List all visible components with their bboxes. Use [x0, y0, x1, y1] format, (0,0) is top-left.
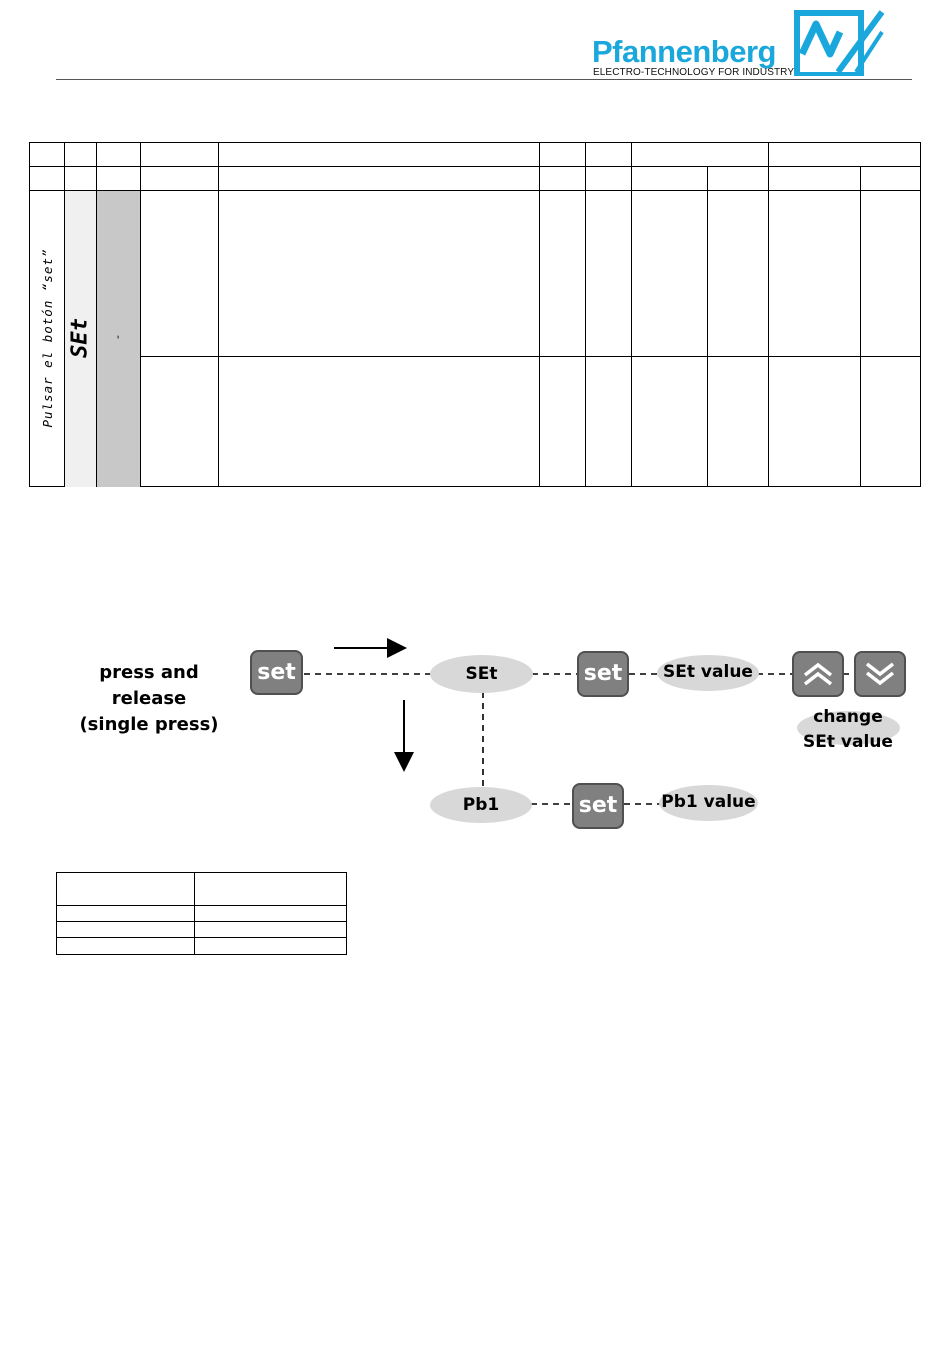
table-rule [768, 143, 769, 486]
press-line-2: (single press) [79, 714, 219, 735]
table-rule [57, 905, 346, 906]
table-rule [585, 143, 586, 486]
row-label: Pulsar el botón “set” [40, 248, 55, 428]
small-table [56, 872, 347, 955]
table-rule [631, 143, 632, 486]
pb1-node: Pb1 [430, 787, 532, 823]
set-key-button[interactable]: set [572, 783, 624, 829]
table-rule [194, 873, 195, 954]
table-rule [860, 166, 861, 486]
table-rule [539, 143, 540, 486]
change-line-1: change [813, 707, 883, 727]
table-rule [141, 356, 920, 357]
brand-logo [590, 8, 886, 80]
change-label [796, 705, 900, 755]
change-line-2: SEt value [803, 732, 893, 752]
set-key-button[interactable]: set [577, 651, 629, 697]
up-key-button[interactable] [792, 651, 844, 697]
table-rule [707, 166, 708, 486]
press-line-1: press and release [99, 662, 199, 709]
table-rule [30, 166, 920, 167]
brand-name: Pfannenberg [592, 34, 776, 69]
double-chevron-up-icon [794, 653, 842, 695]
table-rule [30, 190, 920, 191]
table-rule [57, 921, 346, 922]
table-rule [218, 143, 219, 486]
header-rule [56, 79, 912, 80]
parameter-level: - [111, 335, 124, 339]
press-instruction [60, 660, 238, 738]
brand-tagline: ELECTRO-TECHNOLOGY FOR INDUSTRY [593, 67, 795, 78]
set-key-button[interactable]: set [250, 650, 303, 695]
table-rule [57, 937, 346, 938]
down-key-button[interactable] [854, 651, 906, 697]
pb1-value-node: Pb1 value [659, 785, 758, 821]
set-value-node: SEt value [657, 655, 759, 691]
parameter-table [29, 142, 921, 487]
parameter-code: SEt [67, 318, 93, 358]
table-rule [140, 143, 141, 486]
table-rule [96, 143, 97, 486]
double-chevron-down-icon [856, 653, 904, 695]
pfannenberg-wave-logo-icon [794, 10, 884, 76]
set-node: SEt [430, 655, 533, 693]
